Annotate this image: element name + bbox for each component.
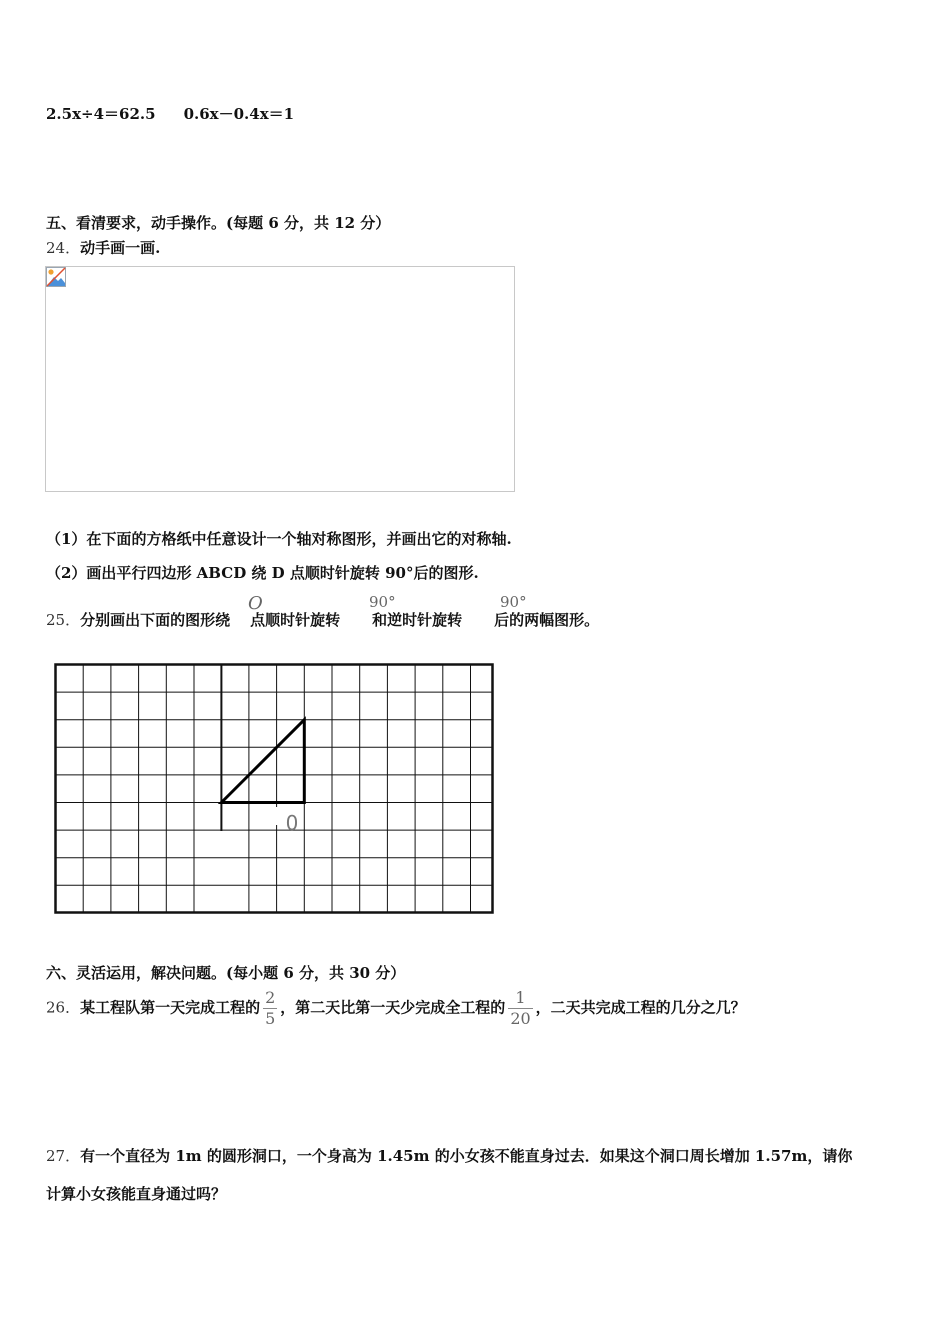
question-number: 24． <box>46 239 81 257</box>
question-24 <box>46 237 160 258</box>
fraction-one-twentieth <box>508 988 532 1029</box>
q26-text-1: 某工程队第一天完成工程的 <box>80 998 261 1017</box>
q26-text-2: ，第二天比第一天少完成全工程的 <box>280 998 506 1017</box>
question-25 <box>46 609 599 630</box>
fraction-denominator: 20 <box>510 1009 531 1028</box>
equation-2: 0.6x－0.4x＝1 <box>183 105 295 123</box>
q25-text-1: 分别画出下面的图形绕 <box>80 611 231 629</box>
q25-text-3: 和逆时针旋转 <box>372 611 463 629</box>
section-5-title: 五、看清要求，动手操作。(每题 6 分，共 12 分） <box>46 214 391 232</box>
question-number: 27． <box>46 1147 81 1165</box>
question-27-line-1 <box>46 1145 852 1166</box>
image-frame <box>45 266 515 492</box>
question-26 <box>46 988 746 1029</box>
fraction-two-fifths <box>263 988 277 1029</box>
question-text: 动手画一画. <box>80 239 161 257</box>
equation-row <box>46 103 294 124</box>
point-o-label: 0 <box>285 811 299 835</box>
fraction-denominator: 5 <box>265 1009 276 1028</box>
equation-1: 2.5x÷4＝62.5 <box>46 105 156 123</box>
q25-text-2: 点顺时针旋转 <box>250 611 341 629</box>
point-o-symbol: O <box>248 593 263 614</box>
fraction-numerator: 2 <box>265 988 276 1007</box>
angle-symbol-1: 90° <box>369 593 396 611</box>
q25-text-4: 后的两幅图形。 <box>494 611 600 629</box>
triangle-shape <box>221 720 304 803</box>
fraction-numerator: 1 <box>508 988 532 1009</box>
q24-sub-2: （2）画出平行四边形 ABCD 绕 D 点顺时针旋转 90°后的图形. <box>46 564 479 582</box>
angle-symbol-2: 90° <box>500 593 527 611</box>
broken-image-icon <box>46 267 66 287</box>
grid-figure <box>54 663 494 914</box>
grid-border <box>56 665 493 913</box>
question-number: 26． <box>46 998 81 1017</box>
question-27-line-2: 计算小女孩能直身通过吗？ <box>46 1185 227 1203</box>
q26-text-3: ，二天共完成工程的几分之几？ <box>535 998 746 1017</box>
q27-text-1: 有一个直径为 1m 的圆形洞口，一个身高为 1.45m 的小女孩不能直身过去．如果这个洞口周长增加 1.57m，请你 <box>80 1147 853 1165</box>
question-number: 25． <box>46 611 81 629</box>
section-6-title: 六、灵活运用，解决问题。(每小题 6 分，共 30 分） <box>46 964 406 982</box>
q24-sub-1: （1）在下面的方格纸中任意设计一个轴对称图形，并画出它的对称轴. <box>46 530 512 548</box>
grid-lines <box>56 665 493 913</box>
